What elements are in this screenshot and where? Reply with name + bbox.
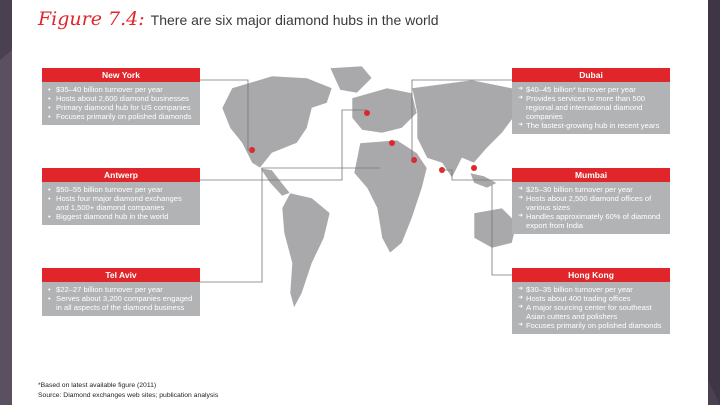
hub-fact: ➜ $40–45 billion* turnover per year	[518, 85, 665, 94]
hub-fact: ➜ The fastest-growing hub in recent years	[518, 121, 665, 130]
hub-fact: ➜ $30–35 billion turnover per year	[518, 285, 665, 294]
hub-fact: ➜ Provides services to more than 500 regional and international diamond companies	[518, 94, 665, 121]
title-text: There are six major diamond hubs in the world	[150, 12, 439, 28]
hub-fact: ➜ Focuses primarily on polished diamonds	[518, 321, 665, 330]
slide	[12, 0, 708, 405]
hub-card-hong-kong	[512, 268, 670, 334]
hub-name: Hong Kong	[512, 268, 670, 282]
hub-fact: ➜ Handles approximately 60% of diamond export from India	[518, 212, 665, 230]
footnote: *Based on latest available figure (2011)	[38, 382, 157, 389]
hub-card-dubai	[512, 68, 670, 134]
hub-fact: ➜ $25–30 billion turnover per year	[518, 185, 665, 194]
hub-name: Antwerp	[42, 168, 200, 182]
figure-number: Figure 7.4:	[38, 8, 145, 30]
hub-name: Mumbai	[512, 168, 670, 182]
source-note: Source: Diamond exchanges web sites; publication analysis	[38, 392, 219, 399]
hub-fact: • Hosts about 2,600 diamond businesses	[48, 94, 195, 103]
hub-name: Dubai	[512, 68, 670, 82]
hub-name: Tel Aviv	[42, 268, 200, 282]
hub-fact: ➜ Hosts about 2,500 diamond offices of various sizes	[518, 194, 665, 212]
hub-fact: • Serves about 3,200 companies engaged in all aspects of the diamond business	[48, 294, 195, 312]
hub-fact: • Focuses primarily on polished diamonds	[48, 112, 195, 121]
hub-card-new-york	[42, 68, 200, 125]
hub-card-antwerp	[42, 168, 200, 225]
hub-fact: • $22–27 billion turnover per year	[48, 285, 195, 294]
hub-fact: • $35–40 billion turnover per year	[48, 85, 195, 94]
hub-fact: • Biggest diamond hub in the world	[48, 212, 195, 221]
hub-card-mumbai	[512, 168, 670, 234]
hub-name: New York	[42, 68, 200, 82]
hub-fact: ➜ A major sourcing center for southeast Asian cutters and polishers	[518, 303, 665, 321]
hub-fact: ➜ Hosts about 400 trading offices	[518, 294, 665, 303]
hub-fact: • $50–55 billion turnover per year	[48, 185, 195, 194]
hub-fact: • Hosts four major diamond exchanges and 1,500+ diamond companies	[48, 194, 195, 212]
hub-card-tel-aviv	[42, 268, 200, 316]
hub-fact: • Primary diamond hub for US companies	[48, 103, 195, 112]
